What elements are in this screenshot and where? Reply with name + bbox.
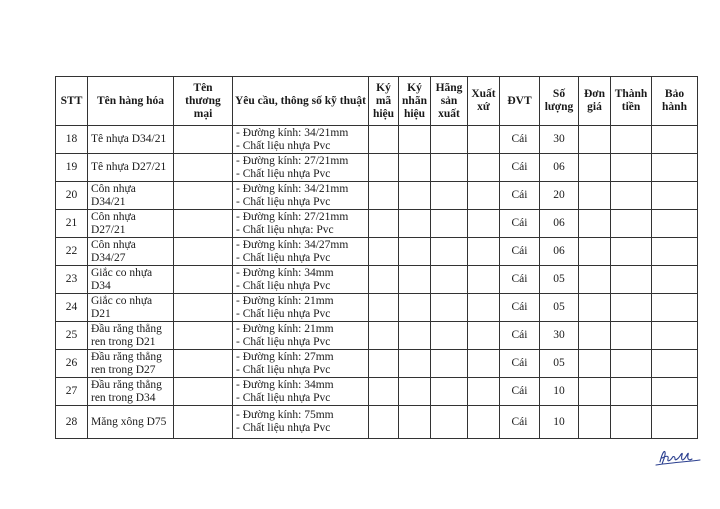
cell-ten-hang-hoa: Côn nhựa D34/21 [88, 182, 174, 210]
table-row [56, 182, 698, 210]
spec-material: - Chất liệu nhựa Pvc [236, 139, 331, 152]
cell-yeu-cau [233, 350, 369, 378]
cell-ten-thuong-mai [174, 266, 233, 294]
cell-stt: 24 [56, 294, 88, 322]
cell-ten-hang-hoa: Tê nhựa D34/21 [88, 126, 174, 154]
cell-ky-ma-hieu [369, 238, 399, 266]
cell-yeu-cau [233, 294, 369, 322]
header-so-luong: Số lượng [540, 77, 579, 126]
header-row [56, 77, 698, 126]
spec-material: - Chất liệu nhựa Pvc [236, 251, 331, 264]
cell-xuat-xu [468, 238, 500, 266]
cell-thanh-tien [611, 406, 652, 439]
cell-ky-ma-hieu [369, 350, 399, 378]
cell-bao-hanh [652, 154, 698, 182]
cell-bao-hanh [652, 294, 698, 322]
cell-hang-san-xuat [431, 350, 468, 378]
cell-xuat-xu [468, 210, 500, 238]
cell-ten-hang-hoa: Côn nhựa D27/21 [88, 210, 174, 238]
header-bao-hanh: Bảo hành [652, 77, 698, 126]
spec-diameter: - Đường kính: 27mm [236, 350, 334, 363]
cell-stt: 19 [56, 154, 88, 182]
cell-ky-nhan-hieu [399, 210, 431, 238]
cell-ten-thuong-mai [174, 294, 233, 322]
table-row [56, 266, 698, 294]
cell-so-luong: 20 [540, 182, 579, 210]
table-row [56, 154, 698, 182]
cell-so-luong: 10 [540, 406, 579, 439]
cell-hang-san-xuat [431, 266, 468, 294]
cell-thanh-tien [611, 210, 652, 238]
spec-diameter: - Đường kính: 21mm [236, 294, 334, 307]
cell-don-gia [579, 182, 611, 210]
cell-bao-hanh [652, 266, 698, 294]
cell-yeu-cau [233, 406, 369, 439]
cell-don-gia [579, 238, 611, 266]
cell-xuat-xu [468, 154, 500, 182]
cell-ky-ma-hieu [369, 322, 399, 350]
header-xuat-xu: Xuất xứ [468, 77, 500, 126]
spec-material: - Chất liệu nhựa Pvc [236, 195, 331, 208]
cell-ky-ma-hieu [369, 266, 399, 294]
cell-stt: 22 [56, 238, 88, 266]
cell-dvt: Cái [500, 406, 540, 439]
cell-ky-nhan-hieu [399, 266, 431, 294]
cell-ky-ma-hieu [369, 126, 399, 154]
spec-material: - Chất liệu nhựa Pvc [236, 363, 331, 376]
cell-ky-ma-hieu [369, 406, 399, 439]
cell-don-gia [579, 154, 611, 182]
cell-thanh-tien [611, 294, 652, 322]
cell-bao-hanh [652, 210, 698, 238]
cell-so-luong: 30 [540, 322, 579, 350]
table-row [56, 378, 698, 406]
cell-yeu-cau [233, 182, 369, 210]
header-dvt: ĐVT [500, 77, 540, 126]
cell-ky-ma-hieu [369, 154, 399, 182]
cell-don-gia [579, 266, 611, 294]
spec-material: - Chất liệu nhựa Pvc [236, 167, 331, 180]
spec-diameter: - Đường kính: 21mm [236, 322, 334, 335]
cell-ten-thuong-mai [174, 182, 233, 210]
cell-thanh-tien [611, 154, 652, 182]
cell-dvt: Cái [500, 350, 540, 378]
cell-yeu-cau [233, 210, 369, 238]
cell-bao-hanh [652, 126, 698, 154]
header-ten-hang-hoa: Tên hàng hóa [88, 77, 174, 126]
cell-bao-hanh [652, 406, 698, 439]
cell-hang-san-xuat [431, 154, 468, 182]
cell-dvt: Cái [500, 266, 540, 294]
cell-ten-thuong-mai [174, 126, 233, 154]
cell-ten-hang-hoa: Tê nhựa D27/21 [88, 154, 174, 182]
cell-ten-thuong-mai [174, 350, 233, 378]
cell-ky-nhan-hieu [399, 406, 431, 439]
cell-bao-hanh [652, 350, 698, 378]
cell-ky-nhan-hieu [399, 294, 431, 322]
cell-don-gia [579, 322, 611, 350]
spec-diameter: - Đường kính: 27/21mm [236, 154, 349, 167]
cell-thanh-tien [611, 350, 652, 378]
cell-dvt: Cái [500, 210, 540, 238]
spec-diameter: - Đường kính: 75mm [236, 409, 334, 421]
cell-dvt: Cái [500, 154, 540, 182]
cell-don-gia [579, 210, 611, 238]
header-don-gia: Đơn giá [579, 77, 611, 126]
cell-ten-hang-hoa: Măng xông D75 [88, 406, 174, 439]
table-row [56, 322, 698, 350]
cell-ten-hang-hoa: Giắc co nhựa D34 [88, 266, 174, 294]
header-ten-thuong-mai: Tên thương mại [174, 77, 233, 126]
cell-don-gia [579, 294, 611, 322]
cell-ten-thuong-mai [174, 238, 233, 266]
cell-ky-nhan-hieu [399, 126, 431, 154]
spec-diameter: - Đường kính: 34/21mm [236, 126, 349, 139]
cell-don-gia [579, 126, 611, 154]
cell-stt: 26 [56, 350, 88, 378]
cell-ten-thuong-mai [174, 322, 233, 350]
cell-ky-nhan-hieu [399, 350, 431, 378]
cell-dvt: Cái [500, 378, 540, 406]
cell-stt: 20 [56, 182, 88, 210]
cell-xuat-xu [468, 350, 500, 378]
cell-stt: 21 [56, 210, 88, 238]
cell-ten-hang-hoa: Đầu răng thẳng ren trong D27 [88, 350, 174, 378]
cell-so-luong: 06 [540, 238, 579, 266]
table-row [56, 210, 698, 238]
cell-xuat-xu [468, 266, 500, 294]
cell-ky-ma-hieu [369, 182, 399, 210]
cell-yeu-cau [233, 126, 369, 154]
cell-don-gia [579, 350, 611, 378]
cell-ten-hang-hoa: Đầu răng thẳng ren trong D34 [88, 378, 174, 406]
header-stt: STT [56, 77, 88, 126]
header-yeu-cau: Yêu cầu, thông số kỹ thuật [233, 77, 369, 126]
cell-ten-thuong-mai [174, 210, 233, 238]
cell-hang-san-xuat [431, 126, 468, 154]
spec-diameter: - Đường kính: 34/27mm [236, 238, 349, 251]
cell-yeu-cau [233, 378, 369, 406]
cell-so-luong: 30 [540, 126, 579, 154]
cell-dvt: Cái [500, 322, 540, 350]
table-row [56, 126, 698, 154]
cell-ky-ma-hieu [369, 210, 399, 238]
cell-thanh-tien [611, 182, 652, 210]
cell-stt: 18 [56, 126, 88, 154]
cell-so-luong: 06 [540, 210, 579, 238]
cell-so-luong: 05 [540, 266, 579, 294]
cell-dvt: Cái [500, 182, 540, 210]
cell-stt: 23 [56, 266, 88, 294]
cell-hang-san-xuat [431, 406, 468, 439]
header-thanh-tien: Thành tiền [611, 77, 652, 126]
cell-bao-hanh [652, 378, 698, 406]
spec-material: - Chất liệu nhựa Pvc [236, 335, 331, 348]
cell-ky-nhan-hieu [399, 238, 431, 266]
spec-material: - Chất liệu nhựa Pvc [236, 422, 331, 434]
table-row [56, 350, 698, 378]
cell-thanh-tien [611, 126, 652, 154]
cell-thanh-tien [611, 378, 652, 406]
cell-stt: 28 [56, 406, 88, 439]
cell-ten-thuong-mai [174, 406, 233, 439]
cell-so-luong: 05 [540, 294, 579, 322]
cell-xuat-xu [468, 294, 500, 322]
table-row [56, 406, 698, 439]
cell-yeu-cau [233, 238, 369, 266]
header-hang-san-xuat: Hãng sản xuất [431, 77, 468, 126]
cell-thanh-tien [611, 266, 652, 294]
cell-hang-san-xuat [431, 210, 468, 238]
spec-diameter: - Đường kính: 34mm [236, 266, 334, 279]
cell-hang-san-xuat [431, 322, 468, 350]
spec-diameter: - Đường kính: 27/21mm [236, 210, 349, 223]
cell-don-gia [579, 378, 611, 406]
cell-ten-hang-hoa: Đầu răng thẳng ren trong D21 [88, 322, 174, 350]
cell-xuat-xu [468, 182, 500, 210]
cell-ky-ma-hieu [369, 294, 399, 322]
cell-so-luong: 05 [540, 350, 579, 378]
table-row [56, 238, 698, 266]
spec-material: - Chất liệu nhựa Pvc [236, 279, 331, 292]
cell-hang-san-xuat [431, 182, 468, 210]
cell-yeu-cau [233, 154, 369, 182]
cell-yeu-cau [233, 322, 369, 350]
cell-dvt: Cái [500, 238, 540, 266]
spec-diameter: - Đường kính: 34mm [236, 378, 334, 391]
cell-ten-hang-hoa: Giắc co nhựa D21 [88, 294, 174, 322]
cell-xuat-xu [468, 406, 500, 439]
document-sheet [55, 76, 687, 439]
cell-ky-nhan-hieu [399, 154, 431, 182]
spec-diameter: - Đường kính: 34/21mm [236, 182, 349, 195]
cell-ky-nhan-hieu [399, 378, 431, 406]
cell-ten-hang-hoa: Côn nhựa D34/27 [88, 238, 174, 266]
cell-dvt: Cái [500, 294, 540, 322]
cell-ky-nhan-hieu [399, 322, 431, 350]
cell-stt: 25 [56, 322, 88, 350]
cell-xuat-xu [468, 126, 500, 154]
spec-material: - Chất liệu nhựa Pvc [236, 307, 331, 320]
goods-table [55, 76, 698, 439]
cell-ky-ma-hieu [369, 378, 399, 406]
signature-mark [654, 446, 704, 468]
cell-don-gia [579, 406, 611, 439]
cell-bao-hanh [652, 238, 698, 266]
cell-hang-san-xuat [431, 294, 468, 322]
cell-stt: 27 [56, 378, 88, 406]
cell-ten-thuong-mai [174, 378, 233, 406]
cell-so-luong: 10 [540, 378, 579, 406]
cell-ky-nhan-hieu [399, 182, 431, 210]
cell-thanh-tien [611, 322, 652, 350]
spec-material: - Chất liệu nhựa Pvc [236, 391, 331, 404]
cell-hang-san-xuat [431, 378, 468, 406]
table-row [56, 294, 698, 322]
cell-yeu-cau [233, 266, 369, 294]
cell-xuat-xu [468, 322, 500, 350]
spec-material: - Chất liệu nhựa: Pvc [236, 223, 334, 236]
cell-bao-hanh [652, 322, 698, 350]
header-ky-ma-hieu: Ký mã hiệu [369, 77, 399, 126]
cell-bao-hanh [652, 182, 698, 210]
cell-xuat-xu [468, 378, 500, 406]
cell-so-luong: 06 [540, 154, 579, 182]
header-ky-nhan-hieu: Ký nhãn hiệu [399, 77, 431, 126]
cell-ten-thuong-mai [174, 154, 233, 182]
cell-thanh-tien [611, 238, 652, 266]
cell-hang-san-xuat [431, 238, 468, 266]
cell-dvt: Cái [500, 126, 540, 154]
